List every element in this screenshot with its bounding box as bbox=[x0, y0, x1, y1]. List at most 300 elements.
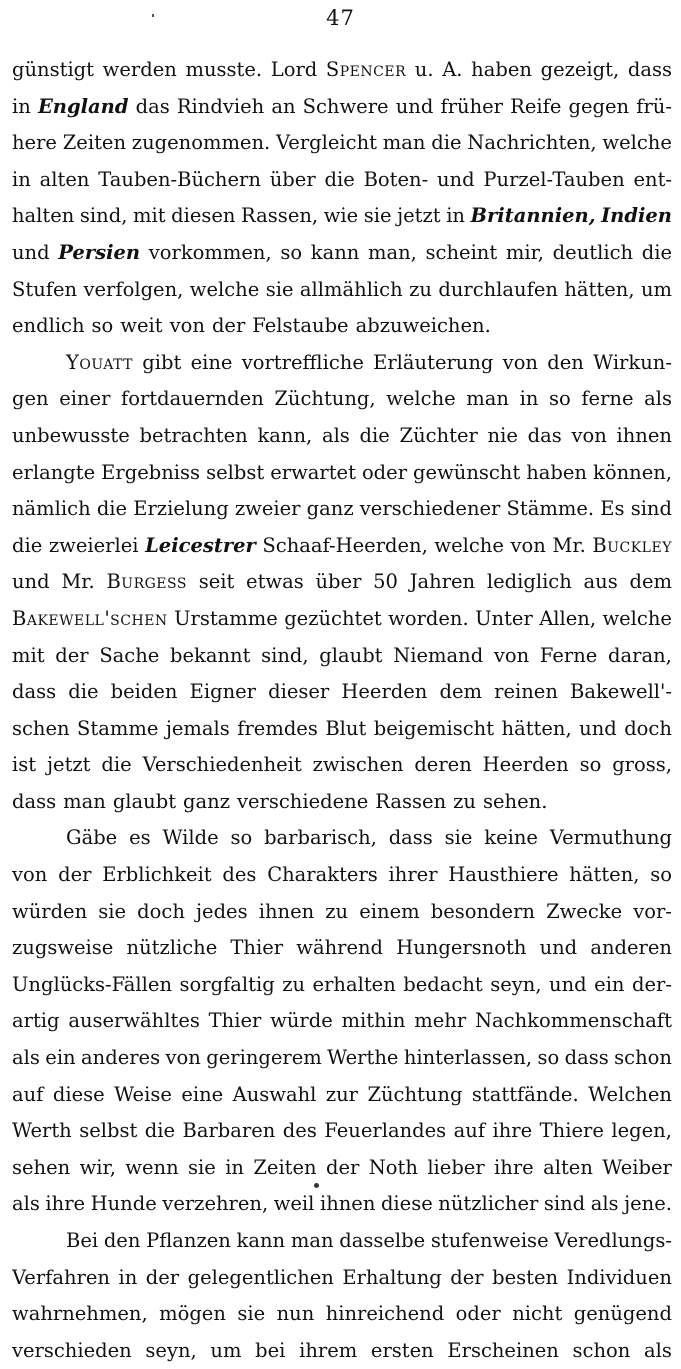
word: es bbox=[129, 826, 151, 850]
word: England bbox=[37, 94, 129, 118]
word: ganz bbox=[306, 497, 354, 521]
word: Mr. bbox=[61, 570, 95, 594]
word: anderen bbox=[590, 936, 672, 960]
word: wir, bbox=[79, 1155, 116, 1179]
word: Bakewell'schen bbox=[12, 606, 168, 630]
word: Urstamme bbox=[174, 606, 278, 630]
word: hinterlassen, bbox=[403, 1046, 533, 1070]
word: seyn, bbox=[145, 1338, 197, 1362]
word: Mr. bbox=[552, 533, 586, 557]
word: Vermuthung bbox=[549, 826, 672, 850]
text-line bbox=[12, 857, 672, 894]
text-line bbox=[12, 601, 672, 638]
word: würde bbox=[270, 1009, 333, 1033]
word: Weiber bbox=[602, 1155, 672, 1179]
word: seit bbox=[198, 570, 235, 594]
text-line bbox=[12, 491, 672, 528]
word: ferne bbox=[581, 387, 634, 411]
word: Erscheinen bbox=[447, 1338, 559, 1362]
word: und bbox=[395, 94, 434, 118]
word: Sache bbox=[99, 643, 160, 667]
word: Zeiten bbox=[253, 1155, 317, 1179]
word: einer bbox=[59, 387, 111, 411]
word: sie bbox=[363, 204, 392, 228]
word: dem bbox=[439, 680, 483, 704]
word: würden bbox=[12, 899, 88, 923]
word: zu bbox=[282, 972, 306, 996]
word: Persien bbox=[58, 240, 141, 264]
word: Welchen bbox=[588, 1082, 672, 1106]
text-line bbox=[12, 198, 672, 235]
word: sie bbox=[265, 277, 294, 301]
word: Lord bbox=[270, 58, 318, 81]
word: Tauben-Büchern bbox=[98, 167, 261, 191]
word: in bbox=[12, 94, 31, 118]
word: erhalten bbox=[312, 972, 396, 996]
text-line bbox=[12, 674, 672, 711]
word: und bbox=[539, 936, 578, 960]
word: eine bbox=[181, 1082, 224, 1106]
word: dass bbox=[564, 1046, 609, 1070]
text-line bbox=[12, 1150, 672, 1187]
word: hätten, bbox=[564, 277, 635, 301]
word: verschiedene bbox=[237, 789, 369, 813]
word: Hausthiere bbox=[448, 863, 559, 887]
word: ein bbox=[594, 972, 625, 996]
word: dieser bbox=[268, 680, 330, 704]
word: Allen, bbox=[539, 606, 597, 630]
word: welche bbox=[602, 606, 672, 630]
word: sorgfaltig bbox=[179, 972, 275, 996]
word: Vergleicht bbox=[276, 131, 377, 155]
word: in bbox=[12, 167, 31, 191]
word: mir, bbox=[505, 240, 544, 264]
word: Erzielung bbox=[133, 497, 229, 521]
word: stufenweise bbox=[430, 1229, 549, 1252]
word: Zwecke bbox=[546, 899, 623, 923]
word: eine bbox=[190, 350, 233, 374]
word: wahrnehmen, bbox=[12, 1302, 148, 1326]
word: Ergebniss bbox=[101, 460, 201, 484]
word: zwischen bbox=[312, 753, 404, 777]
word: seyn, bbox=[490, 972, 542, 996]
word: man, bbox=[368, 240, 417, 264]
text-line bbox=[12, 1333, 672, 1369]
word: in bbox=[225, 1155, 244, 1179]
word: bekannt bbox=[170, 643, 251, 667]
word: Erhaltung bbox=[342, 1265, 442, 1289]
word: gelegentlichen bbox=[187, 1265, 334, 1289]
word: Wirkun- bbox=[593, 350, 672, 374]
word: beigemischt bbox=[373, 716, 495, 740]
word: nie bbox=[487, 423, 518, 447]
word: sehen bbox=[12, 1155, 71, 1179]
word: wenn bbox=[125, 1155, 179, 1179]
word: mehr bbox=[414, 1009, 467, 1033]
word: welche bbox=[386, 387, 456, 411]
text-line bbox=[12, 747, 672, 784]
word: Eigner bbox=[189, 680, 256, 704]
text-line bbox=[12, 1260, 672, 1297]
word: wie bbox=[323, 204, 359, 228]
word: um bbox=[640, 277, 672, 301]
word: auf bbox=[12, 1082, 44, 1106]
word: so bbox=[579, 753, 602, 777]
word: man bbox=[63, 789, 106, 813]
text-line bbox=[12, 1186, 672, 1223]
word: zu bbox=[453, 789, 476, 813]
word: hätten, bbox=[501, 716, 572, 740]
word: besten bbox=[492, 1265, 559, 1289]
word: Heerden bbox=[341, 680, 428, 704]
word: Es bbox=[600, 497, 625, 521]
word: gezüchtet bbox=[284, 606, 382, 630]
word: dem bbox=[629, 570, 672, 594]
word: alten bbox=[39, 167, 90, 191]
word: die bbox=[359, 423, 390, 447]
word: gibt bbox=[142, 350, 182, 374]
word: der bbox=[58, 863, 92, 887]
word: stattfände. bbox=[471, 1082, 579, 1106]
word: Felstaube bbox=[252, 314, 349, 338]
word: Spencer bbox=[325, 58, 407, 81]
word: Veredlungs- bbox=[554, 1229, 672, 1252]
word: Individuen bbox=[566, 1265, 672, 1289]
word: Unglücks-Fällen bbox=[12, 972, 173, 996]
word: schon bbox=[572, 1338, 631, 1362]
word: sind bbox=[630, 497, 672, 521]
word: Noth bbox=[368, 1155, 418, 1179]
word: welche bbox=[189, 277, 260, 301]
text-line bbox=[12, 89, 672, 126]
word: dass bbox=[12, 789, 57, 813]
word: nämlich bbox=[12, 497, 91, 521]
word: mögen bbox=[159, 1302, 226, 1326]
word: abzuweichen. bbox=[355, 314, 491, 338]
word: musste. bbox=[185, 58, 263, 81]
word: besondern bbox=[430, 899, 535, 923]
word: des bbox=[222, 863, 257, 887]
text-line bbox=[12, 784, 672, 821]
text-line bbox=[12, 1003, 672, 1040]
word: Werth bbox=[12, 1119, 72, 1143]
word: oder bbox=[455, 1302, 501, 1326]
word: ihre bbox=[45, 1192, 86, 1216]
word: etwas bbox=[246, 570, 304, 594]
word: sie bbox=[98, 899, 127, 923]
word: man bbox=[382, 131, 426, 155]
word: frü- bbox=[636, 94, 672, 118]
word: sehen. bbox=[482, 789, 548, 813]
text-line bbox=[12, 162, 672, 199]
word: zur bbox=[325, 1082, 358, 1106]
word: Stufen bbox=[12, 277, 78, 301]
word: als bbox=[644, 1338, 672, 1362]
word: an bbox=[271, 94, 296, 118]
word: ihrem bbox=[299, 1338, 358, 1362]
word: ent- bbox=[633, 167, 672, 191]
word: den bbox=[547, 350, 584, 374]
word: Thier bbox=[208, 1009, 262, 1033]
word: Hunde bbox=[90, 1192, 157, 1216]
word: Auswahl bbox=[232, 1082, 317, 1106]
word: Stämme. bbox=[506, 497, 595, 521]
word: man bbox=[466, 387, 509, 411]
word: kann, bbox=[257, 423, 313, 447]
word: Wilde bbox=[162, 826, 219, 850]
word: die bbox=[101, 753, 132, 777]
word: die bbox=[431, 131, 462, 155]
word: die bbox=[12, 533, 43, 557]
word: den bbox=[103, 1229, 141, 1252]
word: vortreffliche bbox=[241, 350, 364, 374]
word: der bbox=[326, 1155, 360, 1179]
word: sind, bbox=[261, 643, 309, 667]
word: here bbox=[12, 131, 57, 155]
word: betrachten bbox=[139, 423, 248, 447]
word: allmählich bbox=[299, 277, 403, 301]
word: von bbox=[571, 423, 607, 447]
word: als bbox=[321, 423, 350, 447]
word: von bbox=[165, 1046, 201, 1070]
word: einem bbox=[359, 899, 420, 923]
word: ihnen bbox=[319, 1192, 376, 1216]
word: und bbox=[12, 240, 50, 264]
word: Bei bbox=[66, 1229, 99, 1252]
word: ersten bbox=[370, 1338, 434, 1362]
word: scheint bbox=[425, 240, 498, 264]
word: des bbox=[282, 1119, 317, 1143]
word: deren bbox=[414, 753, 472, 777]
text-line bbox=[12, 381, 672, 418]
word: Niemand bbox=[393, 643, 484, 667]
word: günstigt bbox=[12, 58, 94, 81]
word: jedes bbox=[195, 899, 248, 923]
word: Ferne bbox=[539, 643, 598, 667]
word: Jahren bbox=[409, 570, 476, 594]
word: legen, bbox=[611, 1119, 672, 1143]
word: als bbox=[12, 1192, 40, 1216]
word: bei bbox=[255, 1338, 286, 1362]
word: kann bbox=[236, 1229, 286, 1252]
text-line bbox=[12, 1077, 672, 1114]
word: weit bbox=[120, 314, 163, 338]
word: jene. bbox=[624, 1192, 672, 1216]
word: Rindvieh bbox=[176, 94, 265, 118]
word: zu bbox=[409, 277, 432, 301]
word: Purzel-Tauben bbox=[483, 167, 625, 191]
word: verschiedener bbox=[359, 497, 501, 521]
word: um bbox=[210, 1338, 242, 1362]
word: werden bbox=[102, 58, 177, 81]
word: Feuerlandes bbox=[324, 1119, 447, 1143]
word: der bbox=[145, 1265, 180, 1289]
word: ein bbox=[45, 1046, 76, 1070]
word: sie bbox=[444, 826, 473, 850]
word: von bbox=[12, 863, 48, 887]
word: A. bbox=[442, 58, 463, 81]
word: keine bbox=[484, 826, 538, 850]
word: Unter bbox=[475, 606, 533, 630]
text-line bbox=[12, 894, 672, 931]
word: glaubt bbox=[112, 789, 177, 813]
word: sind bbox=[543, 1192, 586, 1216]
word: mit bbox=[12, 643, 45, 667]
word: haben bbox=[526, 460, 587, 484]
word: ihnen bbox=[258, 899, 315, 923]
text-line bbox=[12, 272, 672, 309]
word: endlich bbox=[12, 314, 85, 338]
word: und bbox=[436, 167, 475, 191]
word: von bbox=[169, 314, 205, 338]
word: Rassen, bbox=[241, 204, 319, 228]
word: Boten- bbox=[363, 167, 429, 191]
word: zu bbox=[325, 899, 349, 923]
word: erwartet bbox=[270, 460, 356, 484]
word: auf bbox=[453, 1119, 486, 1143]
word: unbewusste bbox=[12, 423, 130, 447]
word: mithin bbox=[341, 1009, 406, 1033]
word: Thier bbox=[230, 936, 284, 960]
text-line bbox=[12, 930, 672, 967]
word: ist bbox=[12, 753, 37, 777]
word: Zeiten bbox=[62, 131, 127, 155]
word: aus bbox=[583, 570, 618, 594]
word: dasselbe bbox=[339, 1229, 426, 1252]
word: Leicestrer bbox=[145, 533, 256, 557]
word: Schaaf-Heerden, bbox=[262, 533, 428, 557]
word: barbarisch, bbox=[264, 826, 377, 850]
text-line bbox=[12, 1113, 672, 1150]
word: fremdes bbox=[237, 716, 318, 740]
text-line bbox=[12, 1040, 672, 1077]
word: zweier bbox=[234, 497, 301, 521]
word: in bbox=[519, 387, 539, 411]
word: früher bbox=[440, 94, 504, 118]
word: ihre bbox=[494, 1155, 534, 1179]
word: deutlich bbox=[552, 240, 634, 264]
word: kann bbox=[310, 240, 360, 264]
text-line bbox=[12, 1296, 672, 1333]
word: gen bbox=[12, 387, 49, 411]
word: von bbox=[493, 643, 530, 667]
word: genügend bbox=[573, 1302, 672, 1326]
word: Heerden bbox=[482, 753, 569, 777]
word: in bbox=[446, 204, 465, 228]
word: vor- bbox=[633, 899, 672, 923]
word: nützliche bbox=[126, 936, 218, 960]
word: glaubt bbox=[319, 643, 383, 667]
word: als bbox=[590, 1192, 619, 1216]
word: Gäbe bbox=[66, 826, 118, 850]
word: Verschiedenheit bbox=[142, 753, 302, 777]
word: so bbox=[280, 240, 303, 264]
text-line bbox=[12, 967, 672, 1004]
word: lieber bbox=[427, 1155, 485, 1179]
word: artig bbox=[12, 1009, 60, 1033]
word: geringerem bbox=[206, 1046, 322, 1070]
word: zugsweise bbox=[12, 936, 114, 960]
text-line bbox=[12, 418, 672, 455]
word: Youatt bbox=[66, 350, 133, 374]
word: alten bbox=[543, 1155, 593, 1179]
word: der bbox=[211, 314, 246, 338]
word: Erläuterung bbox=[373, 350, 494, 374]
word: Charakters bbox=[267, 863, 378, 887]
text-line bbox=[12, 711, 672, 748]
word: man bbox=[290, 1229, 334, 1252]
word: bedacht bbox=[403, 972, 483, 996]
word: hinreichend bbox=[325, 1302, 445, 1326]
word: halten bbox=[12, 204, 75, 228]
word: Nachkommenschaft bbox=[474, 1009, 672, 1033]
word: die bbox=[324, 167, 355, 191]
word: daran, bbox=[608, 643, 672, 667]
word: dass bbox=[388, 826, 433, 850]
word: jemals bbox=[165, 716, 230, 740]
word: Züchtung, bbox=[274, 387, 376, 411]
word: so bbox=[650, 863, 672, 887]
word: Verfahren bbox=[12, 1265, 110, 1289]
word: gewünscht bbox=[413, 460, 521, 484]
word: das bbox=[527, 423, 562, 447]
word: erlangte bbox=[12, 460, 96, 484]
word: ganz bbox=[183, 789, 230, 813]
word: hätten, bbox=[569, 863, 640, 887]
word: dass bbox=[12, 680, 57, 704]
print-speck-bottom bbox=[314, 1183, 319, 1188]
word: Stamme bbox=[77, 716, 159, 740]
word: Rassen bbox=[375, 789, 447, 813]
word: und bbox=[579, 716, 617, 740]
word: jetzt bbox=[397, 204, 441, 228]
word: Barbaren bbox=[182, 1119, 276, 1143]
word: über bbox=[269, 167, 316, 191]
word: auserwähltes bbox=[68, 1009, 200, 1033]
word: diese bbox=[52, 1082, 105, 1106]
word: ihre bbox=[492, 1119, 533, 1143]
word: der bbox=[55, 643, 89, 667]
word: dass bbox=[627, 58, 672, 81]
word: ihrer bbox=[388, 863, 438, 887]
word: in bbox=[118, 1265, 138, 1289]
word: die bbox=[96, 497, 128, 521]
word: Züchtung bbox=[367, 1082, 463, 1106]
word: Erblichkeit bbox=[102, 863, 212, 887]
word: Blut bbox=[325, 716, 367, 740]
body-text bbox=[12, 52, 672, 1369]
word: so bbox=[230, 826, 253, 850]
text-line bbox=[12, 820, 672, 857]
word: gezeigt, bbox=[540, 58, 620, 81]
word: sie bbox=[237, 1302, 266, 1326]
word: haben bbox=[471, 58, 532, 81]
word: schen bbox=[12, 716, 70, 740]
word: selbst bbox=[206, 460, 265, 484]
text-line bbox=[12, 564, 672, 601]
word: Reife bbox=[510, 94, 562, 118]
word: von bbox=[510, 533, 546, 557]
word: Züchter bbox=[399, 423, 478, 447]
word: die bbox=[144, 1119, 176, 1143]
text-line bbox=[12, 528, 672, 565]
word: Indien bbox=[601, 204, 672, 228]
word: vorkommen, bbox=[148, 240, 272, 264]
word: anderes bbox=[81, 1046, 161, 1070]
word: nützlicher bbox=[438, 1192, 539, 1216]
word: so bbox=[548, 387, 571, 411]
word: Pflanzen bbox=[146, 1229, 231, 1252]
